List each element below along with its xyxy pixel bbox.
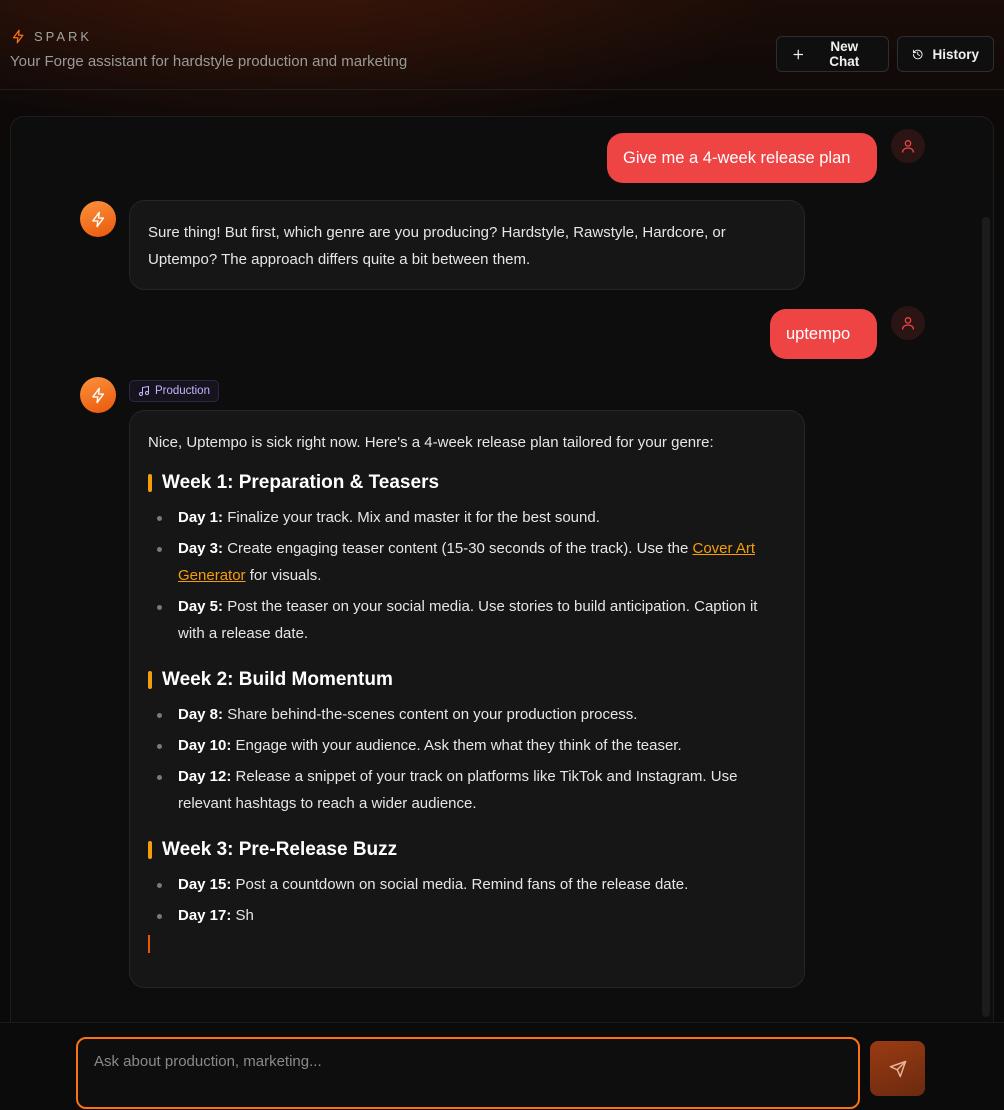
user-message-text: Give me a 4-week release plan	[623, 148, 851, 167]
user-message	[607, 133, 877, 183]
week-heading: Week 2: Build Momentum	[148, 667, 786, 693]
user-message-text: uptempo	[786, 324, 851, 343]
user-message	[770, 309, 877, 359]
bot-message-text: Sure thing! But first, which genre are you producing? Hardstyle, Rawstyle, Hardcore, or Uptempo? The approach differs quite a bit between them.	[148, 224, 726, 268]
user-icon	[900, 315, 916, 331]
day-text: Finalize your track. Mix and master it for the best sound.	[223, 509, 600, 526]
list-item	[148, 902, 786, 929]
lightning-icon	[90, 387, 107, 404]
day-label: Day 15:	[178, 876, 232, 893]
day-text: for visuals.	[245, 567, 322, 584]
send-icon	[889, 1060, 907, 1078]
day-list	[148, 701, 786, 817]
day-label: Day 5:	[178, 598, 224, 615]
list-item	[148, 504, 786, 531]
plus-icon	[791, 47, 806, 62]
brand-name: SPARK	[34, 29, 93, 44]
lightning-icon	[11, 29, 26, 44]
bot-message	[129, 200, 805, 290]
day-text: Sh	[231, 907, 254, 924]
day-text: Post a countdown on social media. Remind fans of the release date.	[231, 876, 689, 893]
bot-message	[129, 410, 805, 988]
user-avatar	[891, 306, 925, 340]
list-item	[148, 701, 786, 728]
list-item	[148, 763, 786, 817]
day-text: Create engaging teaser content (15-30 seconds of the track). Use the	[223, 540, 693, 557]
history-button[interactable]	[897, 36, 994, 72]
app-subtitle: Your Forge assistant for hardstyle production and marketing	[10, 53, 408, 70]
day-list	[148, 871, 786, 929]
week-section	[148, 667, 786, 817]
day-label: Day 8:	[178, 706, 224, 723]
send-button[interactable]	[870, 1041, 925, 1096]
day-label: Day 17:	[178, 907, 232, 924]
history-label: History	[932, 46, 979, 62]
week-section	[148, 837, 786, 953]
day-label: Day 1:	[178, 509, 224, 526]
category-tag-label: Production	[155, 385, 210, 397]
list-item	[148, 732, 786, 759]
bot-avatar	[80, 201, 116, 237]
day-text: Engage with your audience. Ask them what they think of the teaser.	[231, 737, 682, 754]
lightning-icon	[90, 211, 107, 228]
music-note-icon	[138, 385, 150, 397]
list-item	[148, 535, 786, 589]
day-text: Release a snippet of your track on platforms like TikTok and Instagram. Use relevant hashtags to reach a wider audience.	[178, 768, 738, 812]
new-chat-label: New Chat	[829, 39, 860, 69]
day-list	[148, 504, 786, 647]
brand	[11, 29, 92, 44]
list-item	[148, 593, 786, 647]
week-heading: Week 3: Pre-Release Buzz	[148, 837, 786, 863]
chat-panel[interactable]	[10, 116, 994, 1110]
history-icon	[912, 47, 923, 62]
week-section	[148, 470, 786, 647]
day-text: Share behind-the-scenes content on your production process.	[223, 706, 638, 723]
bot-intro: Nice, Uptempo is sick right now. Here's a 4-week release plan tailored for your genre:	[148, 434, 714, 451]
day-text: Post the teaser on your social media. Use stories to build anticipation. Caption it with a release date.	[178, 598, 758, 642]
user-icon	[900, 138, 916, 154]
category-tag	[129, 380, 219, 402]
user-avatar	[891, 129, 925, 163]
day-label: Day 12:	[178, 768, 232, 785]
scrollbar[interactable]	[982, 217, 990, 1017]
week-heading: Week 1: Preparation & Teasers	[148, 470, 786, 496]
cover-art-generator-link[interactable]: Cover Art Generator	[178, 540, 756, 584]
bot-avatar	[80, 377, 116, 413]
day-label: Day 10:	[178, 737, 232, 754]
new-chat-button[interactable]	[776, 36, 889, 72]
chat-input[interactable]	[76, 1037, 860, 1109]
typing-cursor	[148, 935, 150, 953]
list-item	[148, 871, 786, 898]
app-header	[0, 0, 1004, 90]
day-label: Day 3:	[178, 540, 224, 557]
